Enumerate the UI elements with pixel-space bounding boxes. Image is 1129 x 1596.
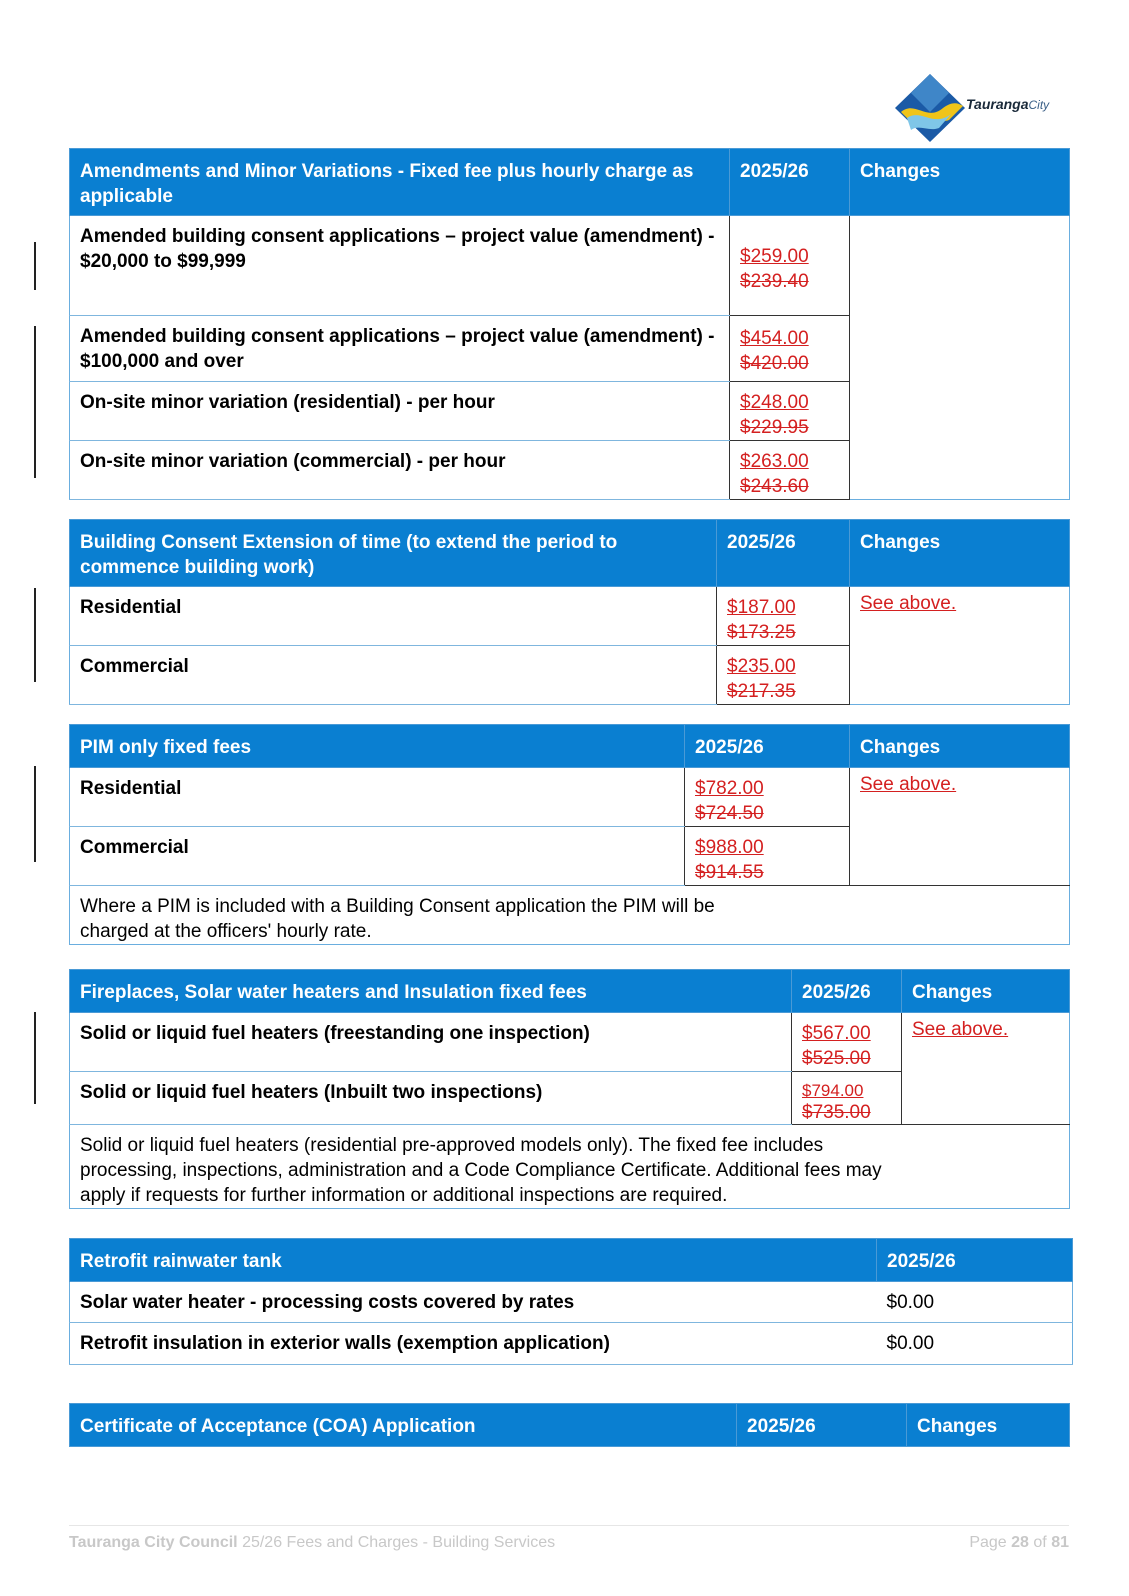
new-price: $794.00 — [802, 1081, 864, 1100]
fee-label: Commercial — [70, 827, 685, 886]
year-column-header: 2025/26 — [730, 149, 850, 216]
note-text: Where a PIM is included with a Building Consent application the PIM will be charged at the officers' hourly rate. — [80, 896, 715, 942]
table-header-row — [70, 970, 1070, 1013]
fee-label: Solid or liquid fuel heaters (freestanding one inspection) — [70, 1013, 792, 1072]
table-header-row — [70, 725, 1070, 768]
fee-value: $0.00 — [877, 1323, 1073, 1365]
new-price: $454.00 — [740, 328, 809, 349]
amendments-fee-table — [69, 148, 1070, 500]
old-price: $217.35 — [727, 681, 796, 702]
year-column-header: 2025/26 — [737, 1404, 907, 1447]
fee-price — [730, 316, 850, 382]
table-title: Fireplaces, Solar water heaters and Insulation fixed fees — [70, 970, 792, 1013]
fireplaces-fee-table — [69, 969, 1070, 1209]
logo-wordmark: TaurangaCity — [966, 96, 1050, 112]
note-text: Solid or liquid fuel heaters (residential pre-approved models only). The fixed fee includes processing, inspections, administration and a Code Compliance Certificate. Additional fees may apply if requests for further information or additional inspections are required. — [80, 1135, 882, 1206]
changes-column-header: Changes — [907, 1404, 1070, 1447]
year-column-header: 2025/26 — [877, 1239, 1073, 1282]
fee-label: On-site minor variation (residential) - per hour — [70, 382, 730, 441]
see-above-link[interactable]: See above. — [860, 774, 957, 795]
extension-fee-table — [69, 519, 1070, 705]
table-row — [70, 1323, 1073, 1365]
new-price: $187.00 — [727, 597, 796, 618]
fee-label: Retrofit insulation in exterior walls (exemption application) — [70, 1323, 877, 1365]
old-price: $735.00 — [802, 1102, 871, 1123]
new-price: $259.00 — [740, 246, 809, 267]
note-row — [70, 1125, 1070, 1209]
fee-price — [717, 646, 850, 705]
fee-price — [685, 768, 850, 827]
fee-label: Solar water heater - processing costs covered by rates — [70, 1282, 877, 1323]
fee-price — [717, 587, 850, 646]
changes-column-header: Changes — [850, 725, 1070, 768]
fee-price — [730, 216, 850, 316]
table-row — [70, 1013, 1070, 1072]
table-title: Certificate of Acceptance (COA) Application — [70, 1404, 737, 1447]
old-price: $914.55 — [695, 862, 764, 883]
fee-value: $0.00 — [877, 1282, 1073, 1323]
changes-column-header: Changes — [902, 970, 1070, 1013]
page-word: Page — [969, 1534, 1007, 1551]
table-row — [70, 216, 1070, 316]
changes-column-header: Changes — [850, 149, 1070, 216]
page-current: 28 — [1011, 1534, 1029, 1551]
old-price: $525.00 — [802, 1048, 871, 1069]
tauranga-city-logo — [893, 72, 1083, 144]
new-price: $263.00 — [740, 451, 809, 472]
note-row — [70, 886, 1070, 945]
fee-label: Residential — [70, 587, 717, 646]
fee-label: Solid or liquid fuel heaters (Inbuilt two inspections) — [70, 1072, 792, 1125]
table-row — [70, 1282, 1073, 1323]
change-bar — [34, 1012, 36, 1104]
fireplace-note — [70, 1125, 1070, 1209]
coa-fee-table — [69, 1403, 1070, 1447]
old-price: $239.40 — [740, 271, 809, 292]
fee-price — [730, 441, 850, 500]
changes-cell — [850, 216, 1070, 500]
new-price: $248.00 — [740, 392, 809, 413]
logo-mark-icon — [893, 72, 967, 144]
table-header-row — [70, 1239, 1073, 1282]
old-price: $229.95 — [740, 417, 809, 438]
new-price: $782.00 — [695, 778, 764, 799]
see-above-link[interactable]: See above. — [912, 1019, 1009, 1040]
fee-price — [685, 827, 850, 886]
pim-fee-table — [69, 724, 1070, 945]
table-title: PIM only fixed fees — [70, 725, 685, 768]
fee-label: Amended building consent applications – project value (amendment) - $100,000 and over — [70, 316, 730, 382]
fee-price — [792, 1013, 902, 1072]
table-title: Retrofit rainwater tank — [70, 1239, 877, 1282]
fee-label: Amended building consent applications – project value (amendment) - $20,000 to $99,999 — [70, 216, 730, 316]
fee-price — [792, 1072, 902, 1125]
table-header-row — [70, 1404, 1070, 1447]
table-title: Amendments and Minor Variations - Fixed fee plus hourly charge as applicable — [70, 149, 730, 216]
old-price: $243.60 — [740, 476, 809, 497]
page-number — [969, 1534, 1069, 1552]
fee-label: On-site minor variation (commercial) - per hour — [70, 441, 730, 500]
pim-note — [70, 886, 1070, 945]
footer-org: Tauranga City Council — [69, 1534, 238, 1551]
changes-cell — [850, 768, 1070, 886]
year-column-header: 2025/26 — [792, 970, 902, 1013]
table-header-row — [70, 520, 1070, 587]
old-price: $420.00 — [740, 353, 809, 374]
change-bar — [34, 326, 36, 478]
fee-label: Commercial — [70, 646, 717, 705]
year-column-header: 2025/26 — [685, 725, 850, 768]
change-bar — [34, 766, 36, 862]
table-title: Building Consent Extension of time (to extend the period to commence building work) — [70, 520, 717, 587]
fee-label: Residential — [70, 768, 685, 827]
changes-column-header: Changes — [850, 520, 1070, 587]
change-bar — [34, 242, 36, 290]
old-price: $724.50 — [695, 803, 764, 824]
new-price: $567.00 — [802, 1023, 871, 1044]
table-row — [70, 768, 1070, 827]
page-footer — [69, 1525, 1069, 1552]
old-price: $173.25 — [727, 622, 796, 643]
year-column-header: 2025/26 — [717, 520, 850, 587]
changes-cell — [850, 587, 1070, 705]
page-total: 81 — [1051, 1534, 1069, 1551]
table-row — [70, 587, 1070, 646]
see-above-link[interactable]: See above. — [860, 593, 957, 614]
new-price: $988.00 — [695, 837, 764, 858]
footer-doc-title: 25/26 Fees and Charges - Building Services — [242, 1534, 556, 1551]
table-header-row — [70, 149, 1070, 216]
retrofit-fee-table — [69, 1238, 1073, 1365]
fee-price — [730, 382, 850, 441]
new-price: $235.00 — [727, 656, 796, 677]
changes-cell — [902, 1013, 1070, 1125]
of-word: of — [1033, 1534, 1047, 1551]
change-bar — [34, 588, 36, 682]
